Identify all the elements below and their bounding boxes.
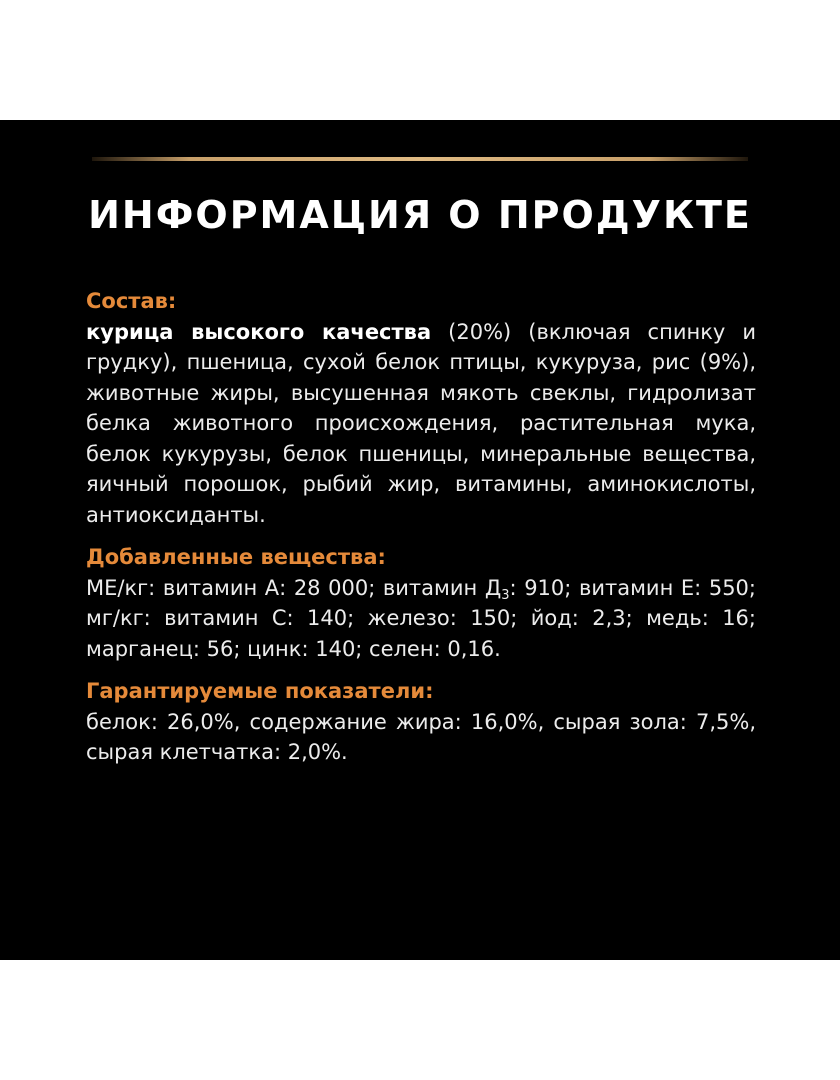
composition-lead: курица высокого качества xyxy=(86,319,432,344)
vitamin-d-subscript: 3 xyxy=(501,587,510,603)
gold-divider xyxy=(92,157,748,161)
composition-text xyxy=(86,317,756,531)
guaranteed-text: белок: 26,0%, содержание жира: 16,0%, сырая зола: 7,5%, сырая клетчатка: 2,0%. xyxy=(86,709,756,764)
additives-text xyxy=(86,573,756,665)
additives-heading: Добавленные вещества: xyxy=(86,545,386,569)
page-title: ИНФОРМАЦИЯ О ПРОДУКТЕ xyxy=(88,193,752,237)
additives-text-part2: : 910; витамин Е: 550; мг/кг: витамин С: 140; железо: 150; йод: 2,3; медь: 16; марганец: 56; цинк: 140; селен: 0,16. xyxy=(86,575,756,661)
additives-text-part1: МЕ/кг: витамин А: 28 000; витамин Д xyxy=(86,575,502,600)
guaranteed-section xyxy=(86,676,756,768)
guaranteed-heading: Гарантируемые показатели: xyxy=(86,679,434,703)
product-info-panel xyxy=(0,120,840,960)
composition-body: (20%) (включая спинку и грудку), пшеница, сухой белок птицы, кукуруза, рис (9%), животные жиры, высушенная мякоть свеклы, гидролизат белка животного происхождения, растительная мука, белок кукурузы, белок пшеницы, минеральные вещества, яичный порошок, рыбий жир, витамины, аминокислоты, антиоксиданты. xyxy=(86,319,756,527)
composition-heading: Состав: xyxy=(86,289,177,313)
composition-section xyxy=(86,286,756,530)
product-info-content xyxy=(86,286,756,780)
additives-section xyxy=(86,542,756,664)
